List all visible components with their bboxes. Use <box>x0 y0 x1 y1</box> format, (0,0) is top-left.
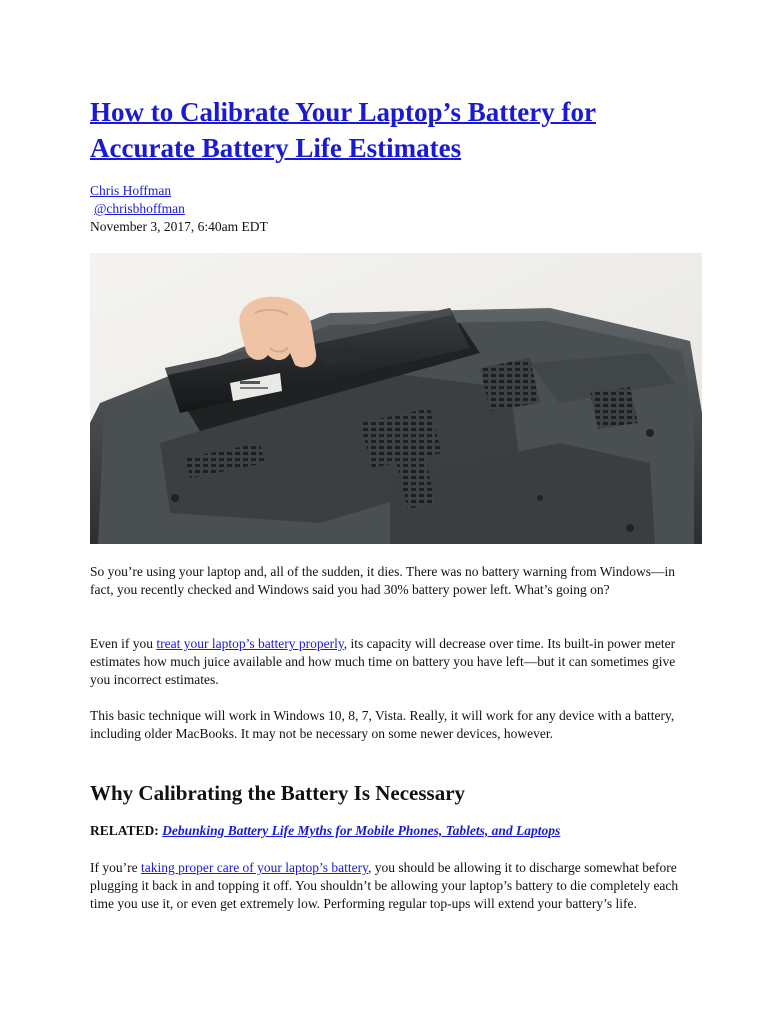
compatibility-paragraph: This basic technique will work in Windows 10, 8, 7, Vista. Really, it will work for any device with a battery, including older MacBooks. It may not be necessary on some newer devices, however. <box>90 708 675 741</box>
byline <box>90 182 268 236</box>
related-label: RELATED: <box>90 823 159 838</box>
intro-paragraph: So you’re using your laptop and, all of the sudden, it dies. There was no battery warning from Windows—in fact, you recently checked and Windows said you had 30% battery power left. What’s going on? <box>90 564 675 597</box>
twitter-handle-link[interactable]: @chrisbhoffman <box>94 201 185 216</box>
article-title-link[interactable]: How to Calibrate Your Laptop’s Battery for Accurate Battery Life Estimates <box>90 97 596 163</box>
p2-text-after: , its capacity will decrease over time. Its built-in power meter estimates how much juice available and how much time on battery you have left—but it can sometimes give you incorrect estimates. <box>90 636 676 687</box>
battery-care-link[interactable]: treat your laptop’s battery properly <box>156 636 344 651</box>
proper-care-paragraph <box>90 859 680 913</box>
laptop-battery-photo-icon <box>90 253 702 544</box>
section-heading: Why Calibrating the Battery Is Necessary <box>90 781 466 805</box>
proper-care-link[interactable]: taking proper care of your laptop’s battery <box>140 860 369 875</box>
related-line <box>90 822 560 840</box>
p2-text-before: Even if you <box>90 636 157 651</box>
author-link[interactable]: Chris Hoffman <box>90 183 172 198</box>
related-article-link[interactable]: Debunking Battery Life Myths for Mobile Phones, Tablets, and Laptops <box>162 823 561 838</box>
p4-text-before: If you’re <box>90 860 141 875</box>
capacity-paragraph <box>90 635 680 689</box>
hero-image <box>90 253 702 544</box>
p4-text-after: , you should be allowing it to discharge somewhat before plugging it back in and topping it off. You shouldn’t be allowing your laptop’s battery to die completely each time you use it, or even get extremely low. Performing regular top-ups will extend your battery’s life. <box>90 860 679 911</box>
publish-date: November 3, 2017, 6:40am EDT <box>90 219 268 234</box>
